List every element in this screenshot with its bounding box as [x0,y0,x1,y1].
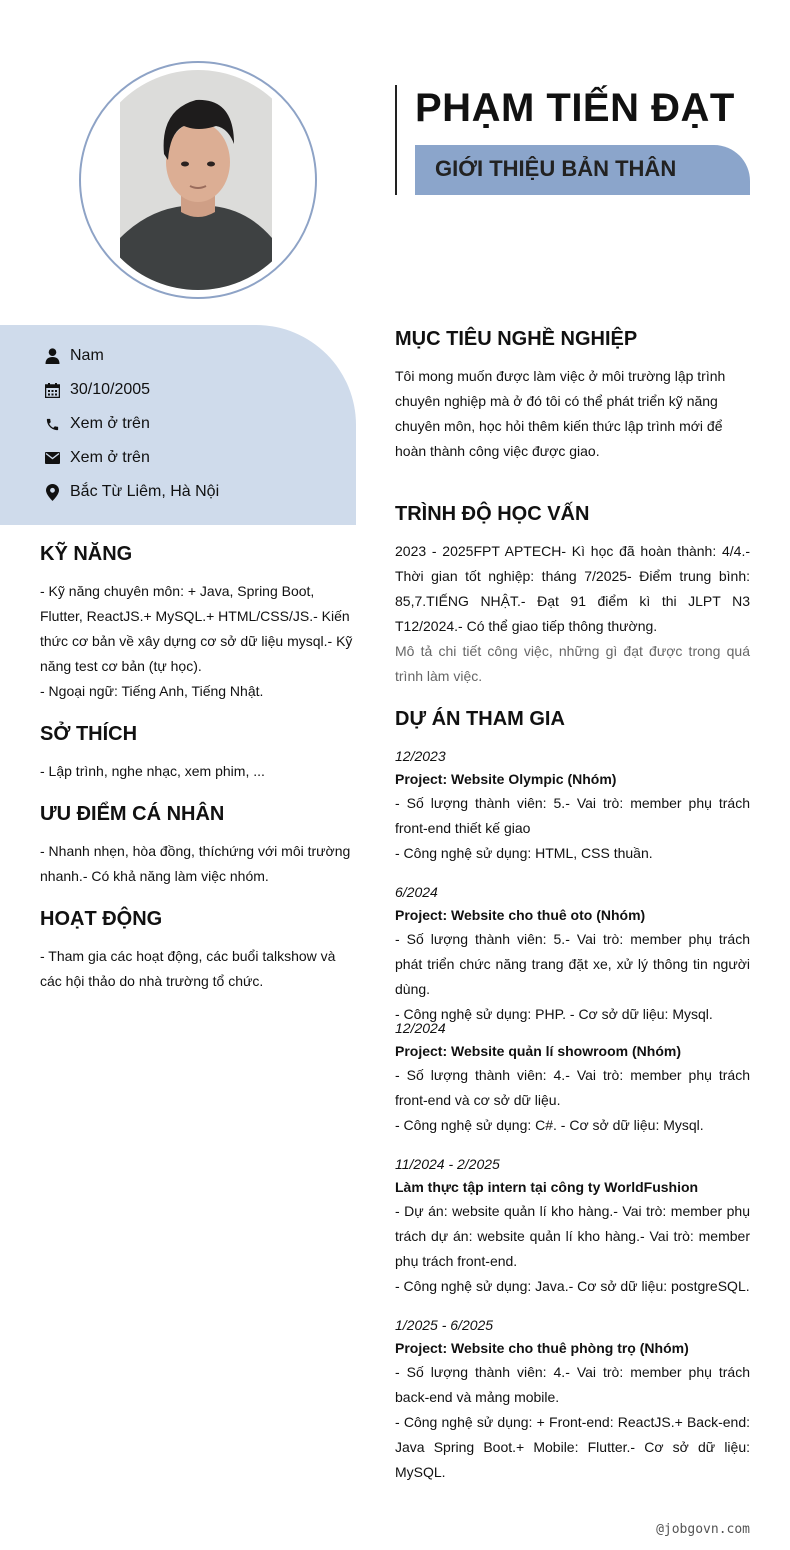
activities-text: - Tham gia các hoạt động, các buổi talkshow và các hội thảo do nhà trường tổ chức. [40,948,336,989]
strengths-title: ƯU ĐIỂM CÁ NHÂN [40,803,225,825]
activities-title: HOẠT ĐỘNG [40,908,163,930]
info-birthdate: 30/10/2005 [44,379,150,401]
name-divider [395,85,397,195]
project-item: 12/2024 Project: Website quản lí showroom (Nhóm) - Số lượng thành viên: 4.- Vai trò: member phụ trách front-end và cơ sở dữ liệu. - Công nghệ sử dụng: C#. - Cơ sở dữ liệu: Mysql. [395,1017,750,1138]
strengths-text: - Nhanh nhẹn, hòa đồng, thíchứng với môi trường nhanh.- Có khả năng làm việc nhóm. [40,843,351,884]
education-title: TRÌNH ĐỘ HỌC VẤN [395,503,590,525]
hobbies-text: - Lập trình, nghe nhạc, xem phim, ... [40,763,265,779]
project-item: 1/2025 - 6/2025 Project: Website cho thuê phòng trọ (Nhóm) - Số lượng thành viên: 4.- Vai trò: member phụ trách back-end và mảng mobile. - Công nghệ sử dụng: + Front-end: ReactJS.+ Back-end: Java Spring Boot.+ Mobile: Flutter.- Cơ sở dữ liệu: MySQL. [395,1314,750,1485]
project-item: 11/2024 - 2/2025 Làm thực tập intern tại công ty WorldFushion - Dự án: website quản lí kho hàng.- Vai trò: member phụ trách dự án: website quản lí kho hàng.- Vai trò: member phụ trách front-end. - Công nghệ sử dụng: Java.- Cơ sở dữ liệu: postgreSQL. [395,1153,750,1299]
info-address: Bắc Từ Liêm, Hà Nội [44,481,219,503]
project-title: Project: Website quản lí showroom (Nhóm) [395,1043,681,1059]
calendar-icon [44,382,61,399]
project-item: 12/2023 Project: Website Olympic (Nhóm) - Số lượng thành viên: 5.- Vai trò: member phụ trách front-end thiết kế giao - Công nghệ sử dụng: HTML, CSS thuần. [395,745,750,866]
project-date: 11/2024 - 2/2025 [395,1156,500,1172]
subtitle-banner [415,145,750,195]
mail-icon [44,450,61,467]
project-date: 6/2024 [395,884,438,900]
project-item: 6/2024 Project: Website cho thuê oto (Nhóm) - Số lượng thành viên: 5.- Vai trò: member phụ trách phát triển chức năng trang đặt xe, xử lý thông tin người dùng. - Công nghệ sử dụng: PHP. - Cơ sở dữ liệu: Mysql. [395,881,750,1027]
project-date: 12/2024 [395,1020,446,1036]
project-title: Project: Website Olympic (Nhóm) [395,771,617,787]
avatar [88,70,308,290]
project-title: Làm thực tập intern tại công ty WorldFushion [395,1179,699,1195]
full-name: PHẠM TIẾN ĐẠT [415,86,735,130]
location-pin-icon [44,484,61,501]
watermark-footer: @jobgovn.com [656,1522,750,1537]
skills-text: - Kỹ năng chuyên môn: + Java, Spring Boot, Flutter, ReactJS.+ MySQL.+ HTML/CSS/JS.- Kiến thức cơ bản về xây dựng cơ sở dữ liệu mysql.- Kỹ năng test cơ bản (tự học). - Ngoại ngữ: Tiếng Anh, Tiếng Nhật. [40,583,353,699]
info-gender: Nam [44,345,104,367]
portrait-illustration [88,70,308,290]
project-title: Project: Website cho thuê oto (Nhóm) [395,907,646,923]
info-email: Xem ở trên [44,447,150,469]
phone-icon [44,416,61,433]
objective-title: MỤC TIÊU NGHỀ NGHIỆP [395,328,638,350]
skills-title: KỸ NĂNG [40,543,133,565]
info-phone: Xem ở trên [44,413,150,435]
project-date: 1/2025 - 6/2025 [395,1317,494,1333]
project-title: Project: Website cho thuê phòng trọ (Nhóm) [395,1340,689,1356]
project-date: 12/2023 [395,748,446,764]
objective-text: Tôi mong muốn được làm việc ở môi trường lập trình chuyên nghiệp mà ở đó tôi có thể phát triển kỹ năng chuyên môn, học hỏi thêm kiến thức lập trình mới để hoàn thành công việc được giao. [395,368,726,459]
hobbies-title: SỞ THÍCH [40,723,138,745]
projects-title: DỰ ÁN THAM GIA [395,708,565,730]
person-icon [44,348,61,365]
education-note: Mô tả chi tiết công việc, những gì đạt được trong quá trình làm việc. [395,643,750,684]
subtitle: GIỚI THIỆU BẢN THÂN [435,156,677,181]
education-text: 2023 - 2025FPT APTECH- Kì học đã hoàn thành: 4/4.- Thời gian tốt nghiệp: tháng 7/2025- Điểm trung bình: 85,7.TIẾNG NHẬT.- Đạt 91 điểm kì thi JLPT N3 T12/2024.- Có thể giao tiếp thông thường. Mô tả chi tiết công việc, những gì đạt được trong quá trình làm việc. [395,539,750,689]
